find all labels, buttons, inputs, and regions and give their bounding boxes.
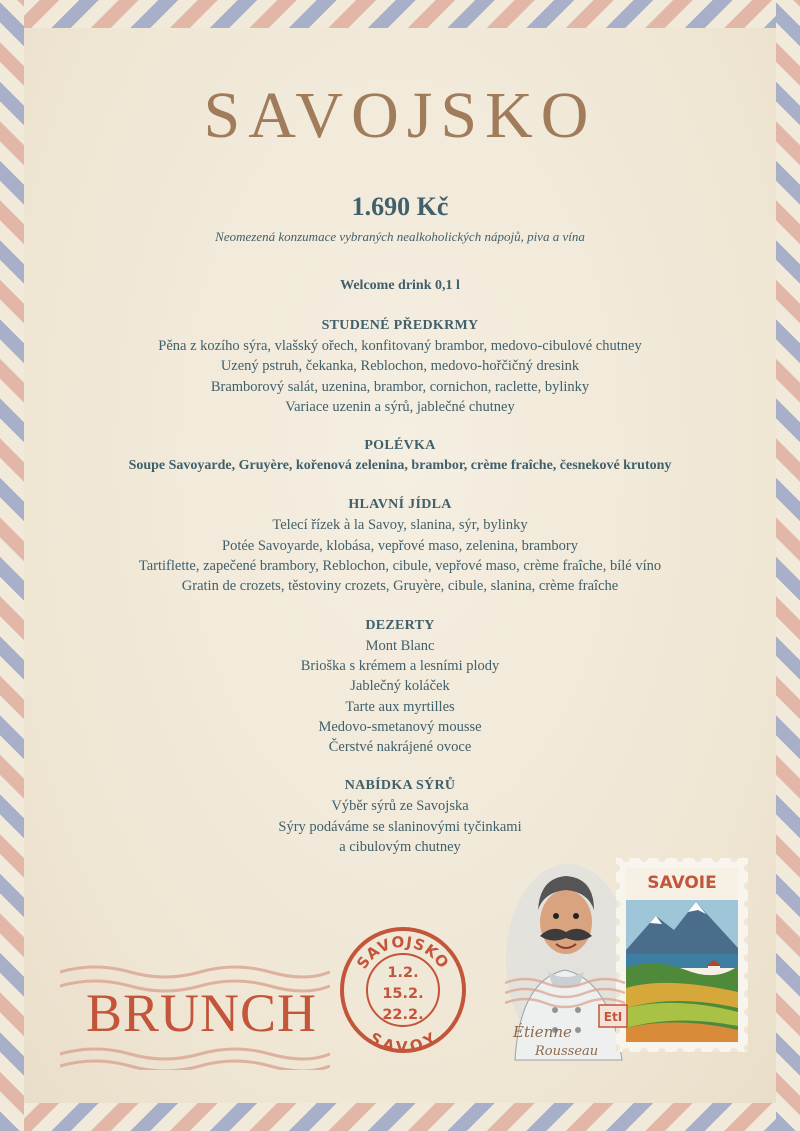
section-main-courses <box>0 495 800 596</box>
section-heading: NABÍDKA SÝRŮ <box>344 778 456 794</box>
menu-item: Uzený pstruh, čekanka, Reblochon, medovo-hořčičný dresink <box>220 358 580 375</box>
signature-waves-icon <box>505 975 635 1065</box>
menu-item: Potée Savoyarde, klobása, vepřové maso, zelenina, brambory <box>222 537 578 554</box>
section-heading: POLÉVKA <box>364 438 436 454</box>
airmail-border-bottom <box>0 1103 800 1131</box>
section-heading: STUDENÉ PŘEDKRMY <box>321 318 479 333</box>
menu-item: Tarte aux myrtilles <box>345 698 455 715</box>
section-desserts <box>0 616 800 758</box>
section-heading: DEZERTY <box>365 617 435 633</box>
stamp-dates <box>338 963 468 1026</box>
menu-item: Variace uzenin a sýrů, jablečné chutney <box>285 398 515 415</box>
section-cheese <box>0 776 800 857</box>
menu-item: Bramborový salát, uzenina, brambor, cornichon, raclette, bylinky <box>210 378 590 395</box>
brunch-title: BRUNCH <box>86 983 318 1043</box>
menu-item: Sýry podáváme se slaninovými tyčinkami <box>278 818 522 835</box>
menu-item: Mont Blanc <box>365 637 435 654</box>
section-heading: HLAVNÍ JÍDLA <box>348 497 452 513</box>
menu-item: Telecí řízek à la Savoy, slanina, sýr, bylinky <box>272 517 528 534</box>
menu-item: Jablečný koláček <box>350 678 450 695</box>
date-3: 22.2. <box>382 1007 424 1023</box>
chef-badge: EtI <box>603 1010 623 1024</box>
menu-item: Soupe Savoyarde, Gruyère, kořenová zelenina, brambor, crème fraîche, česnekové krutony <box>128 458 672 474</box>
date-1: 1.2. <box>387 965 419 981</box>
svg-text:SAVOY <box>366 1029 439 1055</box>
menu-item: Gratin de crozets, těstoviny crozets, Gruyère, cibule, slanina, crème fraîche <box>181 578 619 595</box>
chef-signature <box>505 975 635 1065</box>
section-soup <box>0 436 800 476</box>
stamp-bottom-text: SAVOY <box>366 1028 440 1055</box>
airmail-border-top <box>0 0 800 28</box>
brunch-logo <box>60 960 330 1070</box>
menu-item: a cibulovým chutney <box>339 839 461 856</box>
price: 1.690 Kč <box>351 192 449 221</box>
menu-item: Tartiflette, zapečené brambory, Reblochon, cibule, vepřové maso, crème fraîche, bílé víno <box>138 558 662 575</box>
price-subtitle: Neomezená konzumace vybraných nealkoholických nápojů, piva a vína <box>215 229 585 244</box>
menu-item: Čerstvé nakrájené ovoce <box>328 739 472 756</box>
menu-item: Medovo-smetanový mousse <box>318 718 482 735</box>
menu-item: Výběr sýrů ze Savojska <box>331 798 469 815</box>
chef-signature-first: Étienne <box>513 1023 572 1041</box>
date-2: 15.2. <box>382 986 424 1002</box>
section-cold-starters <box>0 316 800 417</box>
stamp-top-text: SAVOJSKO <box>353 932 453 973</box>
menu-item: Brioška s krémem a lesními plody <box>300 657 500 674</box>
menu-item: Pěna z kozího sýra, vlašský ořech, konfitovaný brambor, medovo-cibulové chutney <box>158 338 642 354</box>
menu-list <box>0 276 800 876</box>
postage-label: SAVOIE <box>647 873 717 893</box>
page-title: SAVOJSKO <box>203 79 597 152</box>
welcome-drink: Welcome drink 0,1 l <box>340 278 460 293</box>
chef-signature-last: Rousseau <box>535 1044 599 1059</box>
